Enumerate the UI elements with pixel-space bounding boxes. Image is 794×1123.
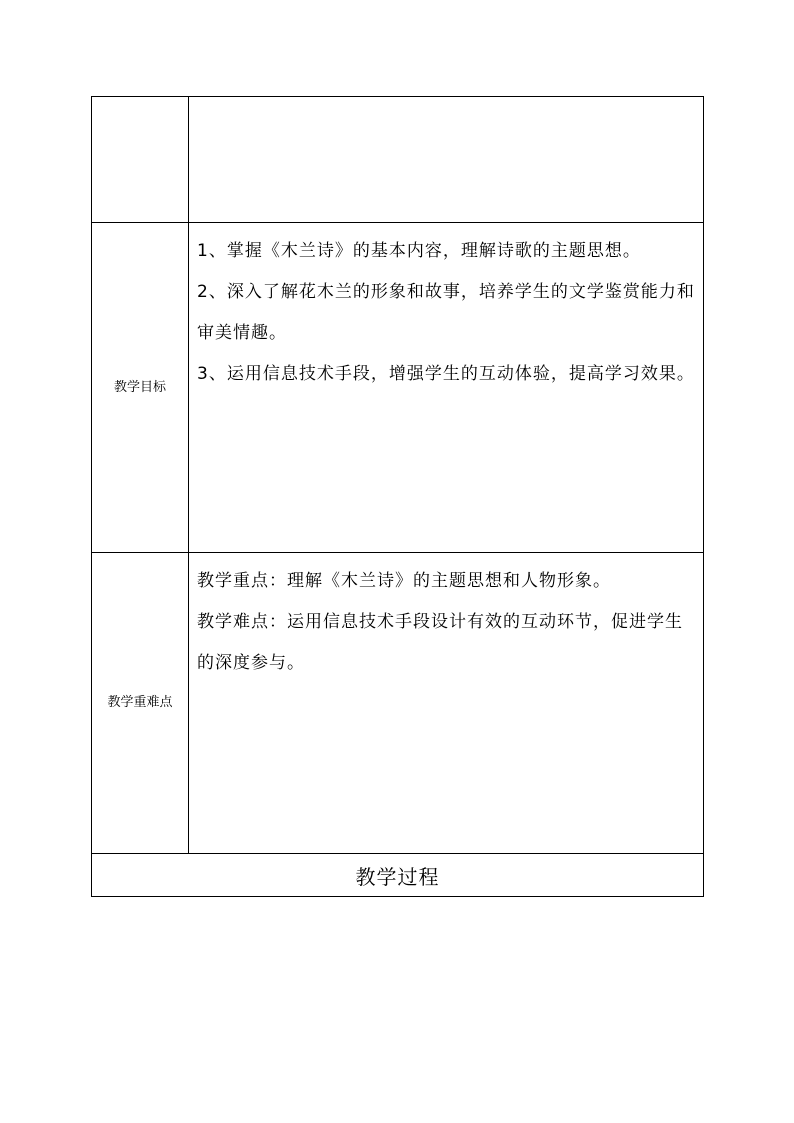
key-point-item-1: 教学重点：理解《木兰诗》的主题思想和人物形象。 (197, 571, 611, 591)
teaching-goals-label: 教学目标 (92, 223, 189, 553)
blank-content-cell (189, 97, 704, 223)
goal-item-2: 2、深入了解花木兰的形象和故事，培养学生的文学鉴赏能力和审美情趣。 (197, 282, 695, 343)
goal-item-1: 1、掌握《木兰诗》的基本内容，理解诗歌的主题思想。 (197, 241, 641, 261)
teaching-process-row (92, 854, 704, 897)
teaching-goals-row (92, 223, 704, 553)
teaching-process-heading: 教学过程 (92, 854, 704, 897)
blank-row (92, 97, 704, 223)
key-points-content (189, 553, 704, 854)
goal-item-3: 3、运用信息技术手段，增强学生的互动体验，提高学习效果。 (197, 364, 695, 384)
key-points-row (92, 553, 704, 854)
key-point-item-2: 教学难点：运用信息技术手段设计有效的互动环节，促进学生的深度参与。 (197, 612, 683, 673)
lesson-plan-table (91, 96, 704, 897)
key-points-label: 教学重难点 (92, 553, 189, 854)
teaching-goals-content (189, 223, 704, 553)
blank-label-cell (92, 97, 189, 223)
